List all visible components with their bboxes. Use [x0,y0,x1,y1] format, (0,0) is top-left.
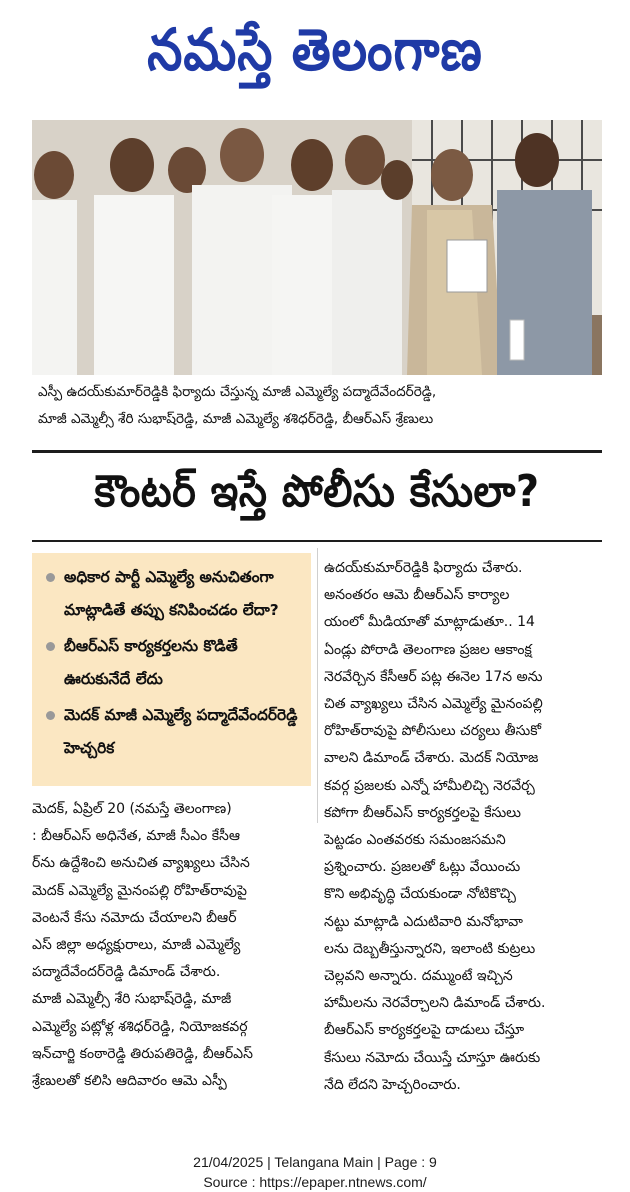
body-line: శ్రేణులతో కలిసి ఆదివారం ఆమె ఎస్పీ [32,1073,227,1090]
highlight-text: అధికార పార్టీ ఎమ్మెల్యే అనుచితంగా మాట్లాడితే తప్పు కనిపించడం లేదా? [64,568,279,619]
article-headline [32,450,602,542]
body-line: అనంతరం ఆమె బీఆర్‌ఎస్ కార్యాల [324,587,510,604]
highlights-box [32,553,311,786]
highlight-item [44,699,303,765]
body-line: నేది లేదని హెచ్చరించారు. [324,1076,461,1093]
body-line: కవర్గ ప్రజలకు ఎన్నో హామీలిచ్చి నెరవేర్చ [324,777,535,794]
body-line: వెంటనే కేసు నమోదు చేయాలని బీఆర్ [32,909,237,926]
body-line: యంలో మీడియాతో మాట్లాడుతూ.. 14 [324,614,535,631]
body-line: ఎస్ జిల్లా అధ్యక్షురాలు, మాజీ ఎమ్మెల్యే [32,937,241,954]
newspaper-logo: నమస్తే తెలంగాణ [147,16,483,84]
body-line: నెరవేర్చిన కేసీఆర్ పట్ల ఈనెల 17న అను [324,668,543,685]
highlight-text: బీఆర్‌ఎస్ కార్యకర్తలను కొడితే ఊరుకునేదే లేదు [64,637,238,688]
masthead [0,0,630,100]
caption-line: మాజీ ఎమ్మెల్సీ శేరి సుభాష్‌రెడ్డి, మాజీ ఎమ్మెల్యే శశిధర్‌రెడ్డి, బీఆర్‌ఎస్ శ్రేణులు [38,411,434,427]
caption-line: ఎస్పీ ఉదయ్‌కుమార్‌రెడ్డికి ఫిర్యాదు చేస్తున్న మాజీ ఎమ్మెల్యే పద్మాదేవేందర్‌రెడ్డి, [38,384,437,400]
headline-text: కౌంటర్ ఇస్తే పోలీసు కేసులా? [94,465,540,517]
news-photo [32,120,602,375]
body-line: ఇన్‌చార్జి కంఠారెడ్డి తిరుపతిరెడ్డి, బీఆర్‌ఎస్ [32,1045,253,1062]
body-line: పెట్టడం ఎంతవరకు సమంజసమని [324,832,506,849]
body-line: ఎమ్మెల్యే పట్లోళ్ల శశిధర్‌రెడ్డి, నియోజకవర్గ [32,1018,248,1035]
body-line: మెదక్ ఎమ్మెల్యే మైనంపల్లి రోహిత్‌రావుపై [32,882,247,899]
body-line: హామీలను నెరవేర్చాలని డిమాండ్ చేశారు. [324,995,546,1012]
column-divider [317,548,318,823]
body-line: పద్మాదేవేందర్‌రెడ్డి డిమాండ్ చేశారు. [32,964,221,981]
body-line: లను దెబ్బతీస్తున్నారని, ఇలాంటి కుట్రలు [324,940,536,957]
body-line: : బీఆర్‌ఎస్ అధినేత, మాజీ సీఎం కేసీఆ [32,828,240,845]
bullet-icon [46,711,55,720]
body-line: బీఆర్‌ఎస్ కార్యకర్తలపై దాడులు చేస్తూ [324,1022,525,1039]
page-footer [0,1152,630,1192]
article-body-right-column [324,555,604,1099]
bullet-icon [46,642,55,651]
body-line: ఏండ్లు పోరాడి తెలంగాణ ప్రజల ఆకాంక్ష [324,641,532,658]
body-line: మాజీ ఎమ్మెల్సీ శేరి సుభాష్‌రెడ్డి, మాజీ [32,991,232,1008]
highlight-text: మెదక్ మాజీ ఎమ్మెల్యే పద్మాదేవేందర్‌రెడ్డి హెచ్చరిక [64,706,298,757]
body-line: నట్టు మాట్లాడి ఎదుటివారి మనోభావా [324,913,523,930]
body-line: కొని అభివృద్ధి చేయకుండా నోటికొచ్చి [324,886,516,903]
body-line: చెల్లవని అన్నారు. దమ్ముంటే ఇచ్చిన [324,968,513,985]
body-line: ర్‌ను ఉద్దేశించి అనుచిత వ్యాఖ్యలు చేసిన [32,855,250,872]
body-line: ప్రశ్నించారు. ప్రజలతో ఓట్లు వేయించు [324,859,521,876]
highlight-item [44,630,303,696]
highlight-item [44,561,303,627]
body-line: చిత వ్యాఖ్యలు చేసిన ఎమ్మెల్యే మైనంపల్లి [324,696,543,713]
footer-date-edition: 21/04/2025 | Telangana Main | Page : 9 [193,1154,437,1170]
body-line: వాలని డిమాండ్ చేశారు. మెదక్ నియోజ [324,750,539,767]
article-body-left-column [32,796,311,1095]
body-line: ఉదయ్‌కుమార్‌రెడ్డికి ఫిర్యాదు చేశారు. [324,560,523,576]
footer-source-link[interactable]: Source : https://epaper.ntnews.com/ [203,1174,427,1190]
photo-illustration [32,120,602,375]
body-line: కపోగా బీఆర్‌ఎస్ కార్యకర్తలపై కేసులు [324,804,521,821]
body-line: కేసులు నమోదు చేయిస్తే చూస్తూ ఊరుకు [324,1049,541,1066]
body-line: మెదక్, ఏప్రిల్ 20 (నమస్తే తెలంగాణ) [32,801,232,817]
photo-caption [32,375,602,437]
bullet-icon [46,573,55,582]
body-line: రోహిత్‌రావుపై పోలీసులు చర్యలు తీసుకో [324,723,542,740]
